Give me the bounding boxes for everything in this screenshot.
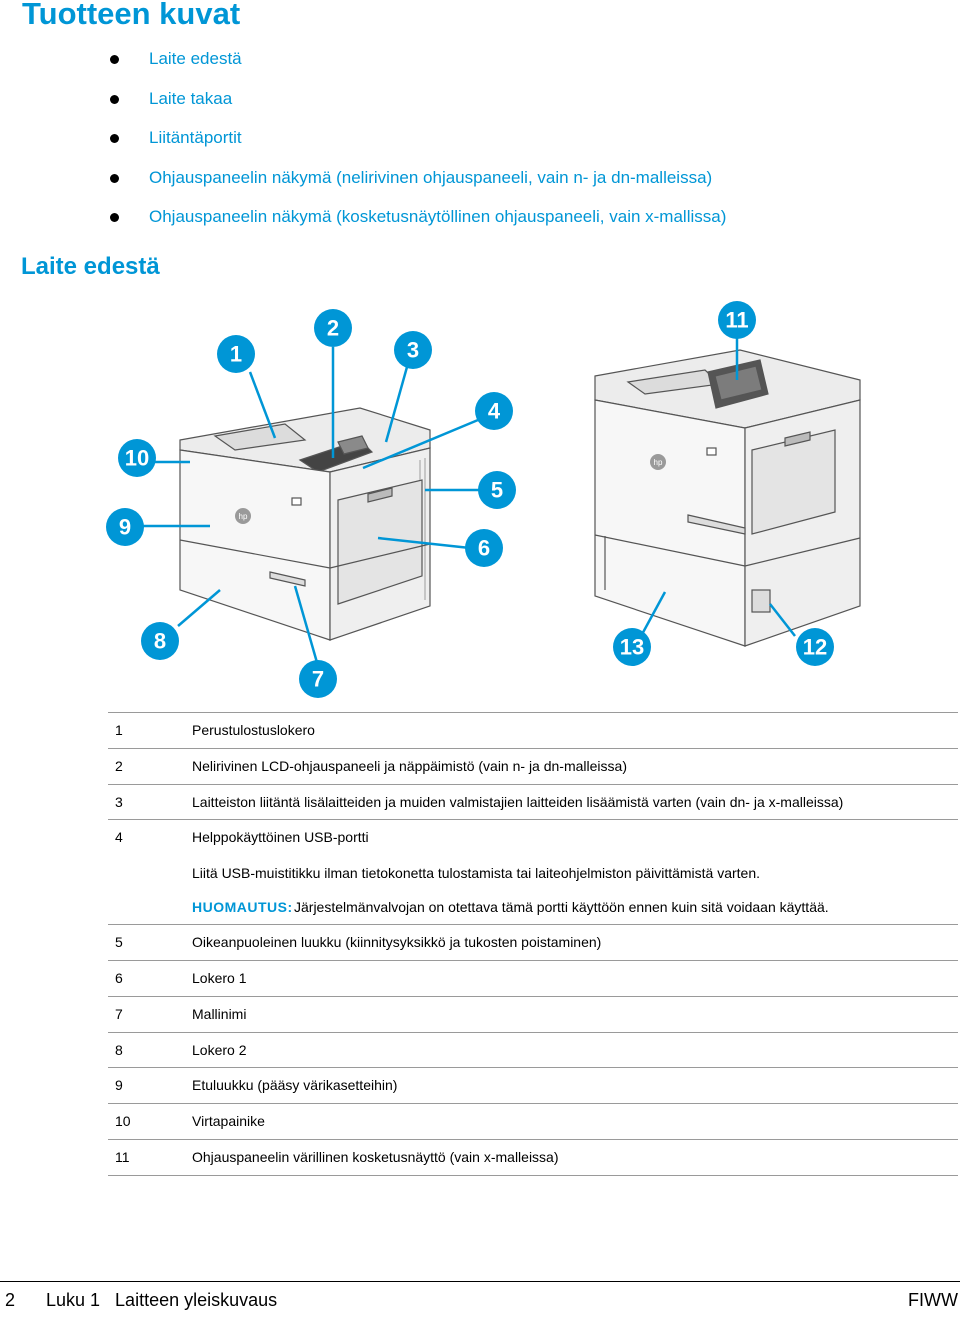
toc-item[interactable] bbox=[110, 163, 726, 203]
legend-row bbox=[108, 1103, 958, 1139]
printer-figure bbox=[0, 290, 960, 710]
callout-label: 10 bbox=[124, 445, 150, 471]
legend-sub: Liitä USB-muistitikku ilman tietokonetta tulostamista tai laiteohjelmiston päivittämistä varten. bbox=[192, 865, 761, 882]
callout-label: 2 bbox=[326, 315, 340, 341]
legend-num: 8 bbox=[115, 1041, 123, 1058]
toc-list bbox=[110, 44, 726, 242]
legend-text: Lokero 1 bbox=[192, 969, 247, 986]
legend-end-rule bbox=[108, 1175, 958, 1176]
legend-num: 5 bbox=[115, 934, 123, 951]
legend-row bbox=[108, 1067, 958, 1103]
legend-row bbox=[108, 819, 958, 855]
bullet-icon bbox=[110, 55, 119, 64]
legend-row bbox=[108, 712, 958, 748]
bullet-icon bbox=[110, 134, 119, 143]
callout-2 bbox=[314, 309, 352, 347]
callout-label: 11 bbox=[725, 307, 749, 333]
legend-row bbox=[108, 996, 958, 1032]
legend-text: Nelirivinen LCD-ohjauspaneeli ja näppäimistö (vain n- ja dn-malleissa) bbox=[192, 757, 627, 774]
toc-item[interactable] bbox=[110, 202, 726, 242]
legend-text: Etuluukku (pääsy värikasetteihin) bbox=[192, 1077, 398, 1094]
legend-row bbox=[108, 748, 958, 784]
callout-label: 13 bbox=[619, 634, 645, 660]
bullet-icon bbox=[110, 95, 119, 104]
note-text: Järjestelmänvalvojan on otettava tämä portti käyttöön ennen kuin sitä voidaan käyttää. bbox=[294, 899, 829, 916]
toc-item[interactable] bbox=[110, 123, 726, 163]
note-label: HUOMAUTUS: bbox=[192, 899, 293, 916]
callout-5 bbox=[478, 471, 516, 509]
legend-text: Mallinimi bbox=[192, 1005, 247, 1022]
toc-link[interactable]: Ohjauspaneelin näkymä (nelirivinen ohjauspaneeli, vain n- ja dn-malleissa) bbox=[149, 167, 713, 187]
legend-table bbox=[108, 712, 958, 1176]
callout-label: 1 bbox=[229, 341, 243, 367]
callout-label: 9 bbox=[118, 514, 132, 540]
printer-right bbox=[595, 350, 860, 646]
callout-7 bbox=[299, 660, 337, 698]
callout-label: 6 bbox=[477, 535, 491, 561]
legend-row bbox=[108, 960, 958, 996]
page-number: 2 bbox=[5, 1290, 16, 1310]
printer-illustration bbox=[0, 290, 960, 710]
legend-num: 4 bbox=[115, 829, 123, 846]
legend-text: Ohjauspaneelin värillinen kosketusnäyttö (vain x-malleissa) bbox=[192, 1148, 559, 1165]
callout-13 bbox=[613, 628, 651, 666]
toc-item[interactable] bbox=[110, 84, 726, 124]
page-footer bbox=[0, 1281, 960, 1317]
legend-subtext bbox=[108, 855, 958, 891]
callout-12 bbox=[796, 628, 834, 666]
legend-num: 2 bbox=[115, 757, 123, 774]
legend-num: 9 bbox=[115, 1077, 123, 1094]
legend-num: 10 bbox=[115, 1113, 131, 1130]
legend-text: Laitteiston liitäntä lisälaitteiden ja muiden valmistajien laitteiden lisäämistä varten (vain dn- ja x-malleissa) bbox=[192, 793, 844, 810]
callout-label: 7 bbox=[311, 666, 325, 692]
callout-3 bbox=[394, 331, 432, 369]
legend-num: 3 bbox=[115, 793, 123, 810]
legend-text: Perustulostuslokero bbox=[192, 722, 315, 738]
legend-row bbox=[108, 924, 958, 960]
callout-label: 4 bbox=[487, 398, 501, 424]
callout-10 bbox=[118, 439, 156, 477]
toc-link[interactable]: Liitäntäportit bbox=[149, 128, 242, 148]
section-title: Laite edestä bbox=[21, 253, 160, 280]
callout-label: 8 bbox=[153, 628, 167, 654]
legend-row bbox=[108, 1032, 958, 1068]
doc-code: FIWW bbox=[908, 1290, 958, 1310]
toc-link[interactable]: Laite takaa bbox=[149, 88, 233, 108]
callout-4 bbox=[475, 392, 513, 430]
toc-link[interactable]: Laite edestä bbox=[149, 49, 242, 68]
legend-note bbox=[108, 891, 958, 924]
callout-6 bbox=[465, 529, 503, 567]
callout-1 bbox=[217, 335, 255, 373]
chapter-title: Luku 1 Laitteen yleiskuvaus bbox=[46, 1290, 278, 1310]
legend-num: 11 bbox=[115, 1148, 130, 1165]
callout-9 bbox=[106, 508, 144, 546]
callout-label: 12 bbox=[802, 634, 828, 660]
hp-logo-text: hp bbox=[238, 512, 248, 521]
legend-num: 7 bbox=[115, 1005, 123, 1022]
legend-text: Helppokäyttöinen USB-portti bbox=[192, 829, 369, 846]
legend-text: Virtapainike bbox=[192, 1113, 265, 1130]
toc-link[interactable]: Ohjauspaneelin näkymä (kosketusnäytöllinen ohjauspaneeli, vain x-mallissa) bbox=[149, 207, 727, 227]
printer-left bbox=[180, 408, 430, 640]
callout-8 bbox=[141, 622, 179, 660]
callout-label: 5 bbox=[490, 477, 504, 503]
legend-row bbox=[108, 1139, 958, 1175]
hp-logo-text: hp bbox=[653, 458, 663, 467]
legend-num: 6 bbox=[115, 969, 123, 986]
bullet-icon bbox=[110, 174, 119, 183]
legend-num: 1 bbox=[115, 722, 123, 738]
legend-text: Oikeanpuoleinen luukku (kiinnitysyksikkö ja tukosten poistaminen) bbox=[192, 934, 602, 951]
legend-text: Lokero 2 bbox=[192, 1041, 247, 1058]
page-title: Tuotteen kuvat bbox=[22, 0, 241, 31]
toc-item[interactable] bbox=[110, 44, 726, 84]
legend-row bbox=[108, 784, 958, 820]
callout-label: 3 bbox=[406, 337, 420, 363]
bullet-icon bbox=[110, 213, 119, 222]
callout-11 bbox=[718, 301, 756, 339]
